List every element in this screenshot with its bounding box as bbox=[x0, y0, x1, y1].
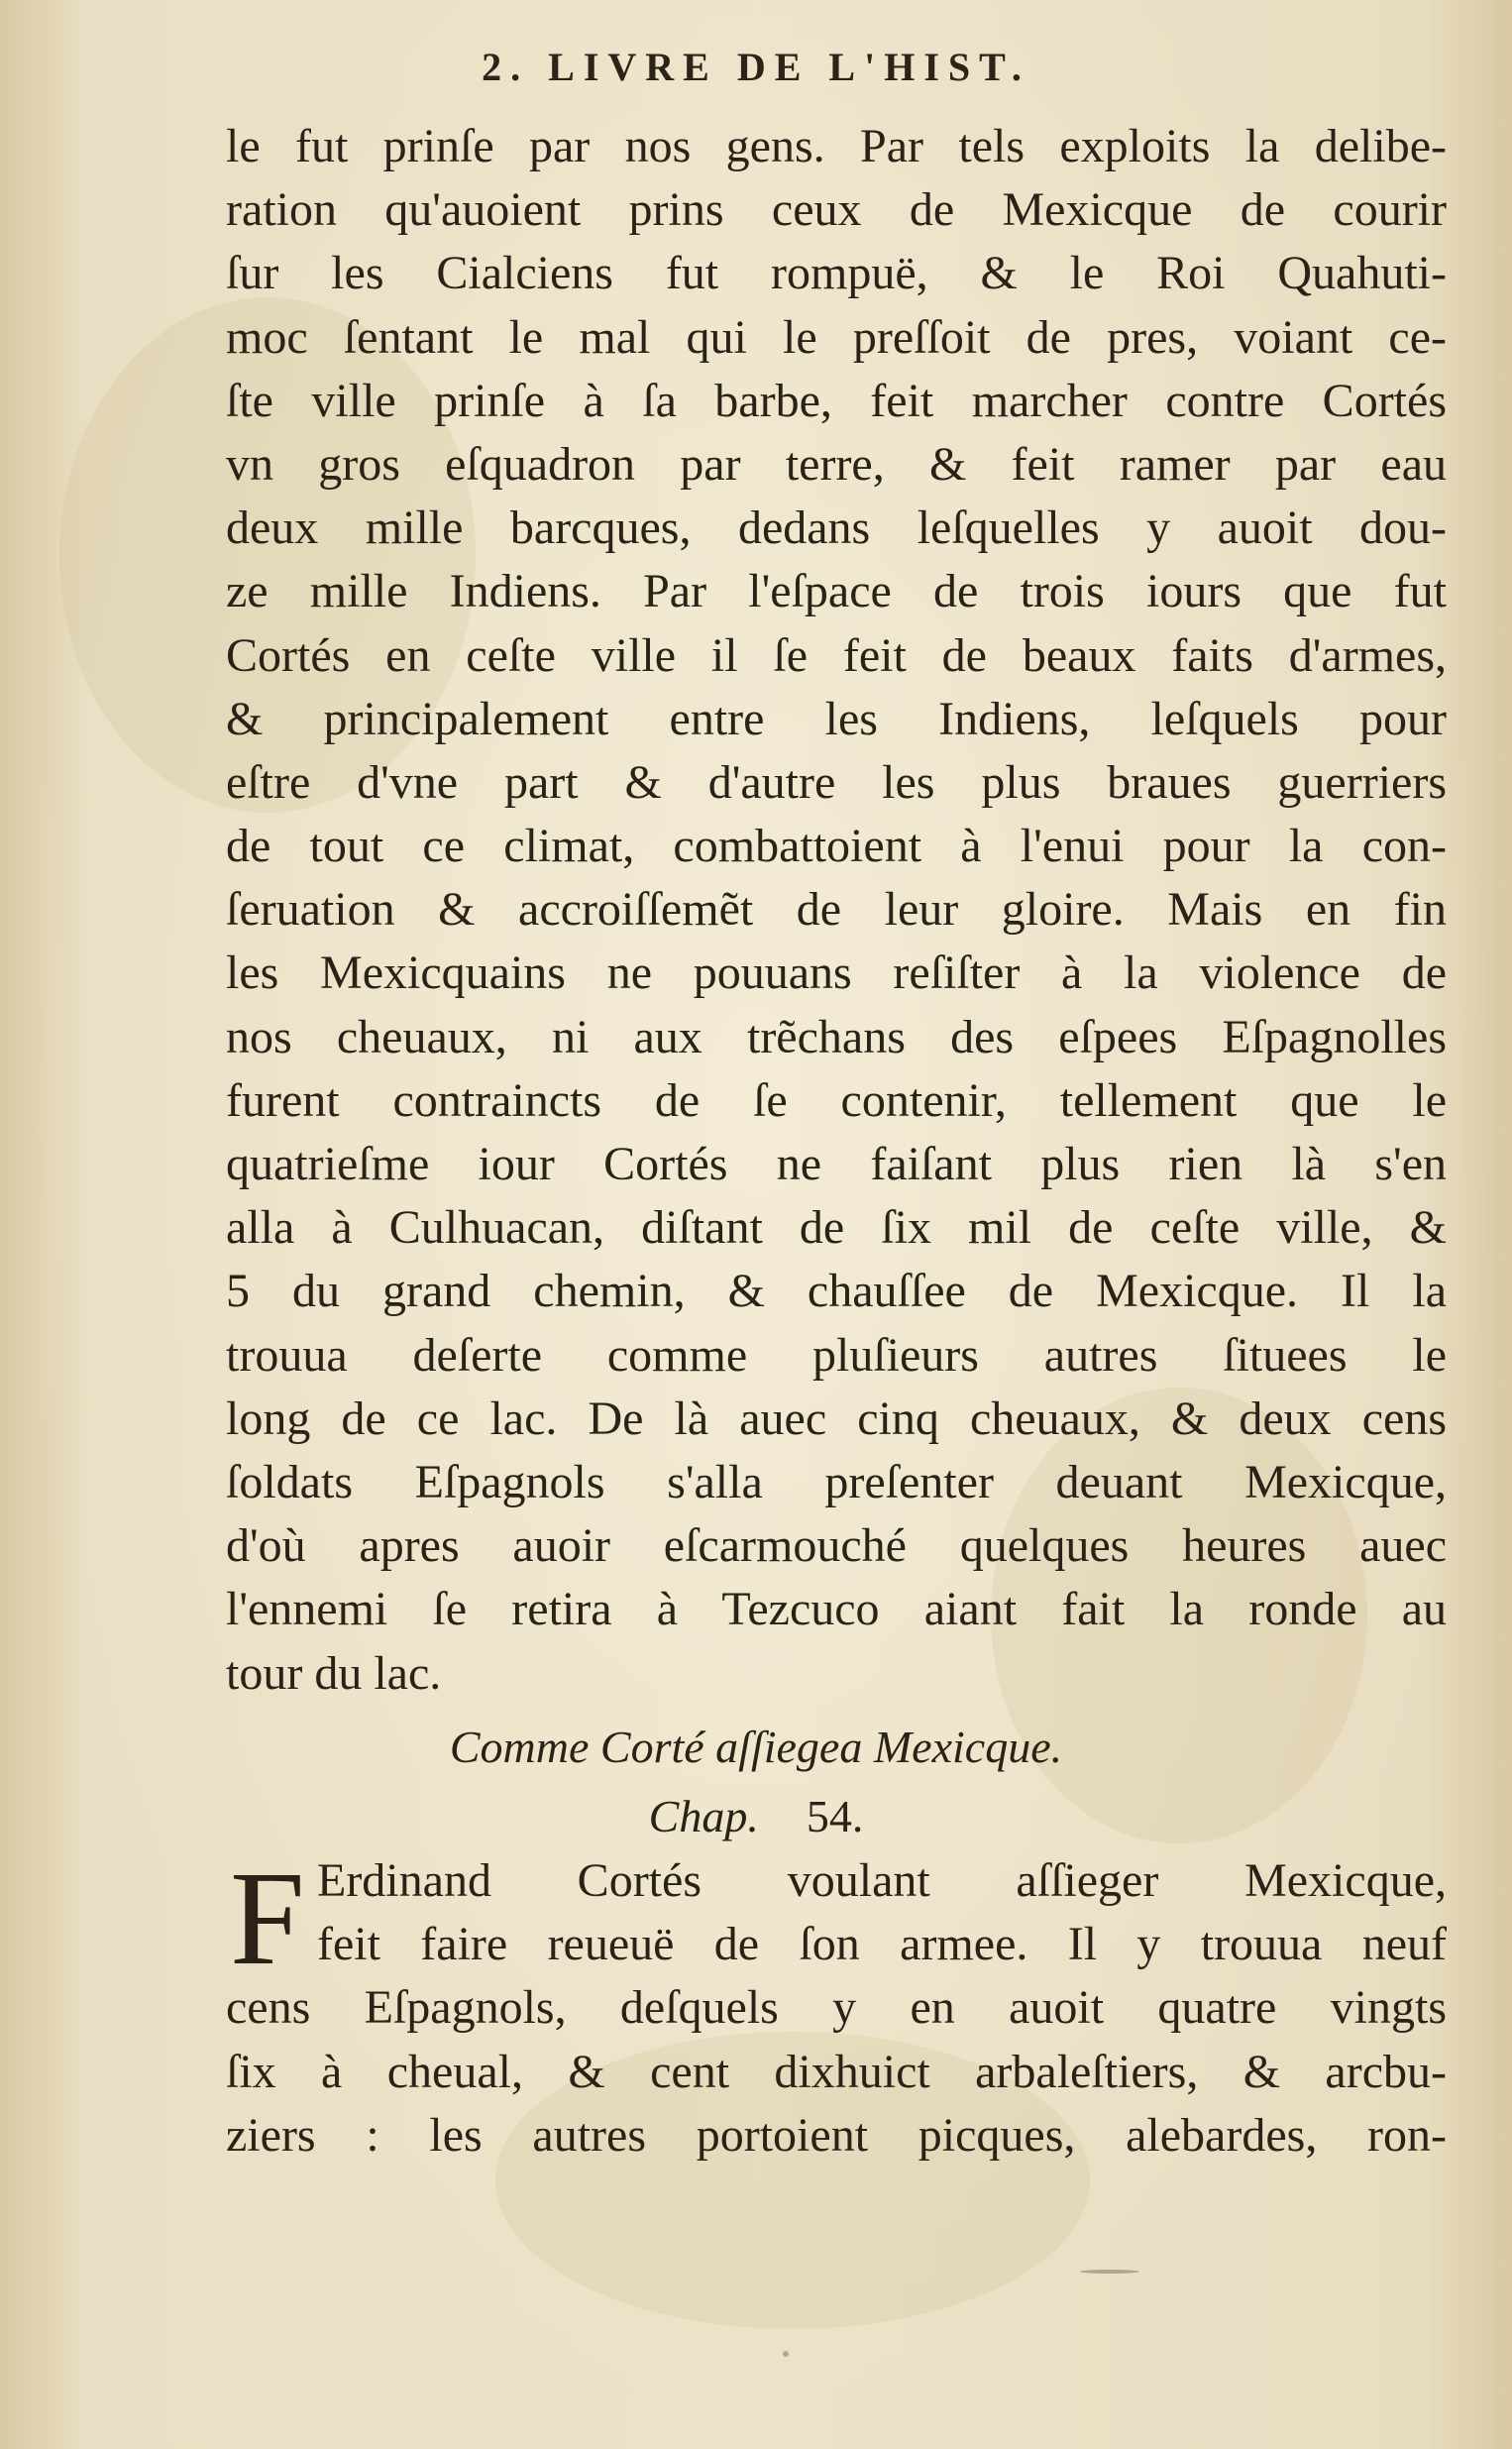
text-line: tour du lac. bbox=[226, 1646, 442, 1700]
text-line: deux mille barcques, dedans leſquelles y auoit dou- bbox=[226, 501, 1447, 555]
chapter-number: 54. bbox=[806, 1791, 864, 1841]
text-line: ſur les Cialciens fut rompuë, & le Roi Quahuti- bbox=[226, 247, 1447, 300]
text-line: long de ce lac. De là auec cinq cheuaux, & deux cens bbox=[226, 1391, 1447, 1445]
text-line: Cortés en ceſte ville il ſe feit de beaux faits d'armes, bbox=[226, 628, 1447, 682]
text-line: de tout ce climat, combattoient à l'enui pour la con- bbox=[226, 820, 1447, 873]
text-line: ziers : les autres portoient picques, alebardes, ron- bbox=[226, 2108, 1447, 2162]
body-text bbox=[226, 115, 1447, 1706]
text-line: ſte ville prinſe à ſa barbe, feit marcher contre Cortés bbox=[226, 374, 1447, 427]
text-line: nos cheuaux, ni aux trẽchans des eſpees Eſpagnolles bbox=[226, 1010, 1447, 1063]
text-line: vn gros eſquadron par terre, & feit ramer par eau bbox=[226, 437, 1447, 491]
ink-speck bbox=[783, 2351, 789, 2357]
text-line: l'ennemi ſe retira à Tezcuco aiant fait la ronde au bbox=[226, 1583, 1447, 1636]
text-line: ze mille Indiens. Par l'eſpace de trois iours que fut bbox=[226, 565, 1447, 618]
text-line: 5 du grand chemin, & chauſſee de Mexicque. Il la bbox=[226, 1265, 1447, 1318]
running-head: 2. LIVRE DE L'HIST. bbox=[482, 45, 1030, 89]
text-line: eſtre d'vne part & d'autre les plus braues guerriers bbox=[226, 755, 1447, 809]
chapter-label: Chap. bbox=[648, 1791, 759, 1841]
text-line: les Mexicquains ne pouuans reſiſter à la violence de bbox=[226, 946, 1447, 1000]
text-line: ration qu'auoient prins ceux de Mexicque de courir bbox=[226, 183, 1447, 237]
text-line: alla à Culhuacan, diſtant de ſix mil de ceſte ville, & bbox=[226, 1201, 1447, 1255]
text-line: trouua deſerte comme pluſieurs autres ſituees le bbox=[226, 1328, 1447, 1382]
text-line: ſeruation & accroiſſemẽt de leur gloire. Mais en fin bbox=[226, 883, 1447, 937]
text-line: & principalement entre les Indiens, leſquels pour bbox=[226, 692, 1447, 745]
text-line: Erdinand Cortés voulant aſſieger Mexicque, bbox=[317, 1854, 1447, 1907]
chapter-heading bbox=[0, 1790, 1512, 1842]
ink-speck bbox=[1080, 2270, 1139, 2274]
text-line: quatrieſme iour Cortés ne faiſant plus rien là s'en bbox=[226, 1138, 1447, 1190]
text-line: d'où apres auoir eſcarmouché quelques heures auec bbox=[226, 1519, 1447, 1573]
text-line: moc ſentant le mal qui le preſſoit de pres, voiant ce- bbox=[226, 310, 1447, 364]
text-line: ſoldats Eſpagnols s'alla preſenter deuant Mexicque, bbox=[226, 1455, 1447, 1508]
text-line: ſix à cheual, & cent dixhuict arbaleſtiers, & arcbu- bbox=[226, 2045, 1447, 2098]
text-line: cens Eſpagnols, deſquels y en auoit quatre vingts bbox=[226, 1981, 1447, 2035]
chapter-text bbox=[226, 1844, 1447, 2168]
text-line: furent contraincts de ſe contenir, tellement que le bbox=[226, 1073, 1447, 1127]
drop-cap: F bbox=[230, 1844, 305, 1993]
text-line: le fut prinſe par nos gens. Par tels exploits la delibe- bbox=[226, 120, 1447, 172]
text-line: feit faire reueuë de ſon armee. Il y trouua neuf bbox=[317, 1918, 1447, 1971]
chapter-title: Comme Corté aſſiegea Mexicque. bbox=[449, 1722, 1063, 1772]
